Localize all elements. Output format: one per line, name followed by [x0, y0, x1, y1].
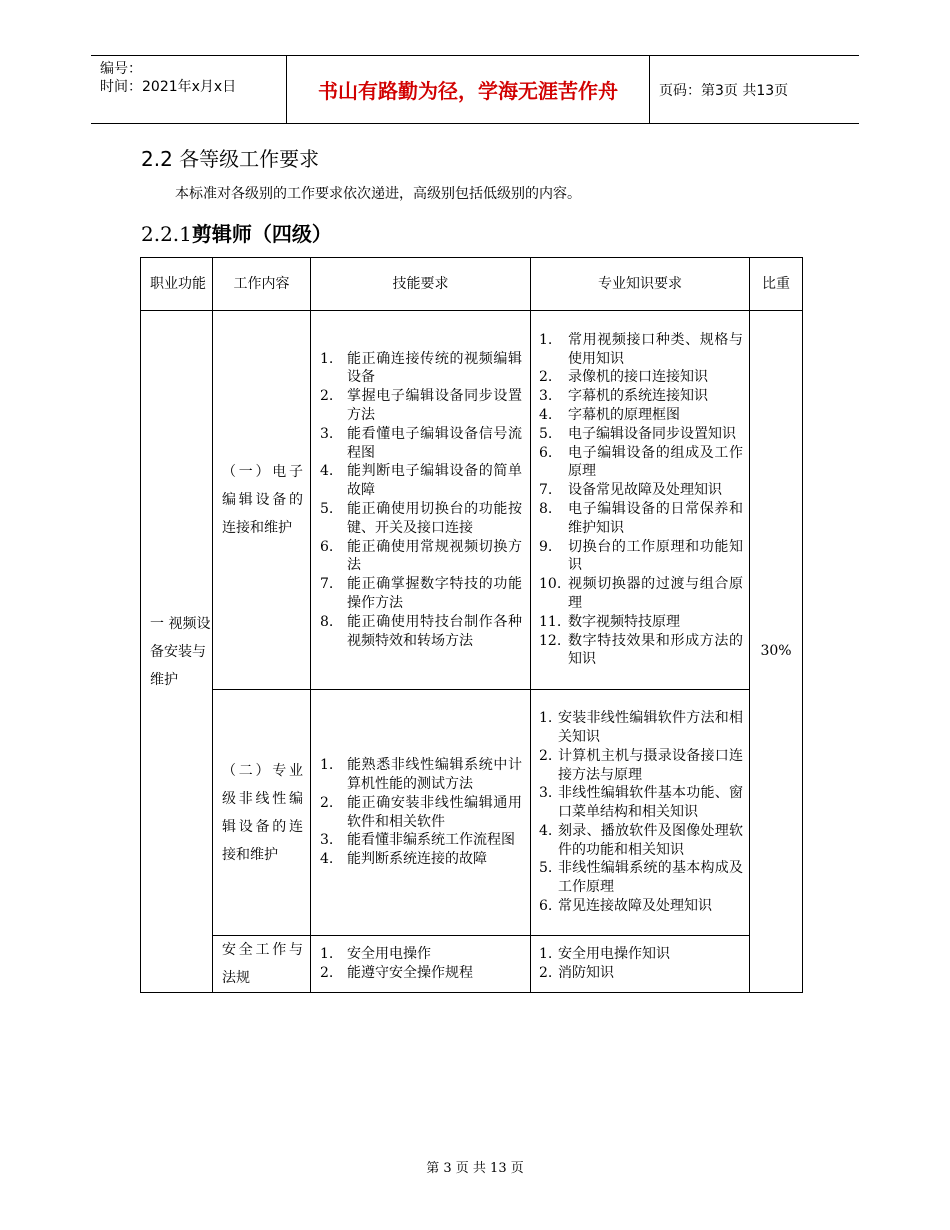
list-item: 7. 能正确掌握数字特技的功能操作方法 — [320, 576, 522, 611]
list-item: 12. 数字特技效果和形成方法的知识 — [539, 632, 743, 668]
doc-time-label: 时间：2021年x月x日 — [100, 79, 237, 95]
skills-cell — [311, 690, 531, 936]
list-item: 2. 计算机主机与摄录设备接口连接方法与原理 — [539, 747, 743, 783]
function-cell: 一 视频设备安装与维护 — [141, 311, 213, 993]
list-item: 3. 能看懂非编系统工作流程图 — [320, 832, 515, 849]
list-item: 2. 掌握电子编辑设备同步设置方法 — [320, 388, 522, 424]
header-page-label: 页码：第3页 共13页 — [659, 82, 789, 99]
knowledge-list — [539, 709, 743, 916]
list-item: 3. 字幕机的系统连接知识 — [539, 388, 708, 405]
list-item: 2. 能正确安装非线性编辑通用软件和相关软件 — [320, 794, 522, 830]
table-header-row — [141, 258, 803, 311]
list-item: 1. 能熟悉非线性编辑系统中计算机性能的测试方法 — [320, 757, 522, 792]
header-work: 工作内容 — [213, 258, 311, 311]
weight-cell: 30% — [750, 311, 803, 993]
list-item: 6. 常见连接故障及处理知识 — [539, 898, 712, 915]
subsection-title — [141, 218, 332, 247]
list-item: 3. 非线性编辑软件基本功能、窗口菜单结构和相关知识 — [539, 785, 743, 821]
knowledge-cell — [531, 936, 750, 993]
list-item: 8. 电子编辑设备的日常保养和维护知识 — [539, 501, 743, 536]
list-item: 7. 设备常见故障及处理知识 — [539, 482, 722, 499]
skills-list — [320, 756, 522, 869]
header-knowledge: 专业知识要求 — [531, 258, 750, 311]
list-item: 2. 录像机的接口连接知识 — [539, 369, 708, 386]
work-cell: 安全工作与法规 — [213, 936, 311, 993]
list-item: 6. 能正确使用常规视频切换方法 — [320, 538, 522, 574]
subsection-label: 剪辑师（四级） — [191, 222, 332, 246]
skills-cell — [311, 936, 531, 993]
list-item: 1. 能正确连接传统的视频编辑设备 — [320, 350, 522, 386]
list-item: 1. 安全用电操作知识 — [539, 946, 670, 963]
header-weight: 比重 — [750, 258, 803, 311]
page-footer: 第 3 页 共 13 页 — [426, 1161, 524, 1176]
table-row — [141, 311, 803, 690]
section-intro: 本标准对各级别的工作要求依次递进，高级别包括低级别的内容。 — [175, 186, 581, 202]
list-item: 5. 非线性编辑系统的基本构成及工作原理 — [539, 860, 743, 896]
work-cell: （一）电子编辑设备的连接和维护 — [213, 311, 311, 690]
list-item: 6. 电子编辑设备的组成及工作原理 — [539, 444, 743, 480]
list-item: 1. 安装非线性编辑软件方法和相关知识 — [539, 710, 743, 745]
list-item: 4. 字幕机的原理框图 — [539, 407, 680, 424]
knowledge-list — [539, 945, 743, 983]
list-item: 10. 视频切换器的过渡与组合原理 — [539, 576, 743, 611]
list-item: 8. 能正确使用特技台制作各种视频特效和转场方法 — [320, 613, 522, 649]
list-item: 5. 能正确使用切换台的功能按键、开关及接口连接 — [320, 501, 522, 536]
table-row — [141, 690, 803, 936]
skills-cell — [311, 311, 531, 690]
page-header — [91, 55, 859, 124]
skills-list — [320, 350, 522, 651]
list-item: 9. 切换台的工作原理和功能知识 — [539, 538, 743, 574]
list-item: 5. 电子编辑设备同步设置知识 — [539, 425, 736, 442]
list-item: 1. 安全用电操作 — [320, 946, 431, 963]
list-item: 4. 刻录、播放软件及图像处理软件的功能和相关知识 — [539, 822, 743, 858]
list-item: 1. 常用视频接口种类、规格与使用知识 — [539, 331, 743, 367]
header-function: 职业功能 — [141, 258, 213, 311]
list-item: 3. 能看懂电子编辑设备信号流程图 — [320, 425, 522, 461]
list-item: 2. 消防知识 — [539, 965, 614, 981]
header-skills: 技能要求 — [311, 258, 531, 311]
header-motto: 书山有路勤为径，学海无涯苦作舟 — [286, 56, 650, 123]
knowledge-list — [539, 331, 743, 669]
table-row — [141, 936, 803, 993]
knowledge-cell — [531, 311, 750, 690]
doc-number-label: 编号： — [100, 61, 142, 77]
knowledge-cell — [531, 690, 750, 936]
list-item: 4. 能判断电子编辑设备的简单故障 — [320, 463, 522, 499]
subsection-number: 2.2.1 — [141, 222, 192, 246]
work-cell: （二）专业级非线性编辑设备的连接和维护 — [213, 690, 311, 936]
list-item: 11. 数字视频特技原理 — [539, 613, 680, 630]
skills-list — [320, 945, 522, 983]
requirements-table — [140, 257, 803, 993]
list-item: 4. 能判断系统连接的故障 — [320, 851, 487, 868]
header-meta — [91, 56, 286, 123]
list-item: 2. 能遵守安全操作规程 — [320, 965, 473, 981]
section-title: 2.2 各等级工作要求 — [141, 147, 320, 171]
